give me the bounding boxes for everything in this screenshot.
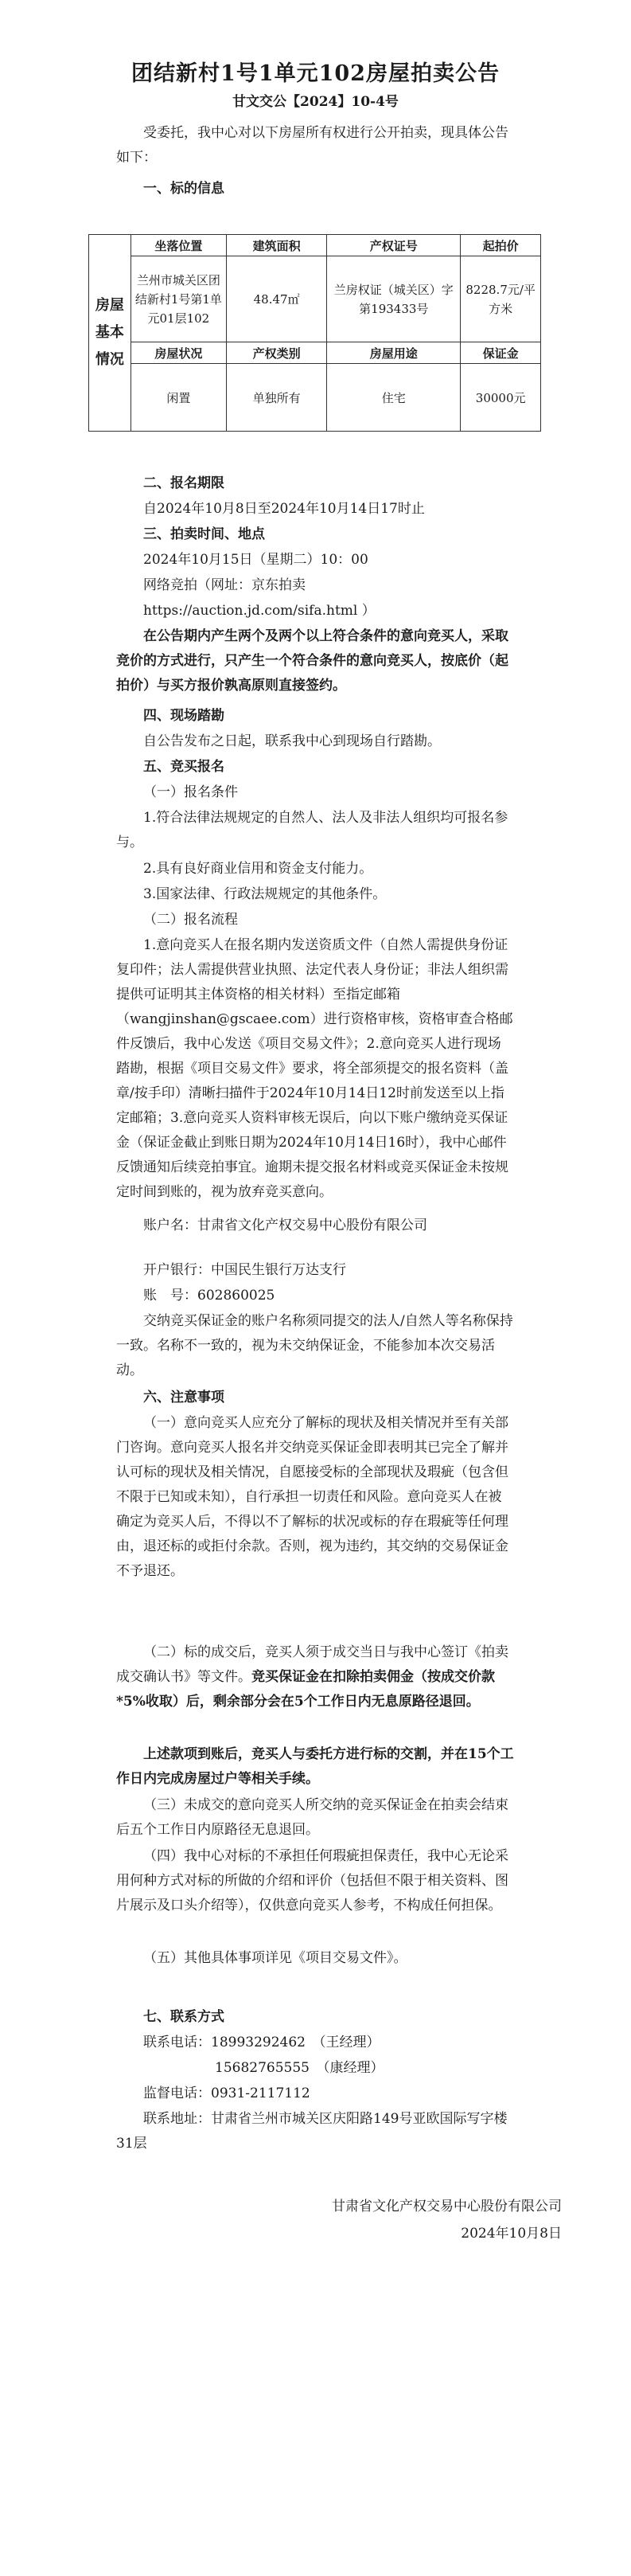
table-header-cell: 房屋用途 xyxy=(327,342,461,364)
section-heading-1: 一、标的信息 xyxy=(143,181,224,197)
condition-2: 2.具有良好商业信用和资金支付能力。 xyxy=(143,861,373,877)
table-cell-deposit: 30000元 xyxy=(461,364,541,432)
condition-3: 3.国家法律、行政法规规定的其他条件。 xyxy=(143,886,387,902)
section-heading-4: 四、现场踏勘 xyxy=(143,708,224,724)
site-visit-text: 自公告发布之日起，联系我中心到现场自行踏勘。 xyxy=(143,733,441,749)
table-header-cell: 产权证号 xyxy=(327,235,461,256)
doc-title: 团结新村1号1单元102房屋拍卖公告 xyxy=(131,61,500,86)
contact-phone-1: 联系电话：18993292462 （王经理） xyxy=(143,2035,380,2050)
intro-text: 受委托，我中心对以下房屋所有权进行公开拍卖，现具体公告如下： xyxy=(116,125,508,166)
table-header-cell: 保证金 xyxy=(461,342,541,364)
sub-heading-process: （二）报名流程 xyxy=(143,912,238,928)
account-name: 账户名：甘肃省文化产权交易中心股份有限公司 xyxy=(143,1218,427,1233)
supervise-phone: 监督电话：0931-2117112 xyxy=(143,2085,310,2101)
auction-time: 2024年10月15日（星期二）10：00 xyxy=(143,552,368,568)
deposit-note: 交纳竞买保证金的账户名称须同提交的法人/自然人等名称保持一致。名称不一致的，视为未交纳保证金，不能参加本次交易活动。 xyxy=(116,1313,513,1378)
condition-1: 1.符合法律法规规定的自然人、法人及非法人组织均可报名参与。 xyxy=(116,810,508,850)
registration-process: 1.意向竞买人在报名期内发送资质文件（自然人需提供身份证复印件；法人需提供营业执照、法定代表人身份证；非法人组织需提供可证明其主体资格的相关材料）至指定邮箱（wangjinshan@gscaee.com）进行资格审核，资格审查合格邮件反馈后，我中心发送《项目交易文件》；2.意向竞买人进行现场踏勘，根据《项目交易文件》要求，将全部须提交的报名资料（盖章/按手印）清晰扫描件于2024年10月14日12时前发送至以上指定邮箱；3.意向竞买人资料审核无误后，向以下账户缴纳竞买保证金（保证金截止到账日期为2024年10月14日16时），我中心邮件反馈通知后续竞拍事宜。逾期未提交报名材料或竞买保证金未按规定时间到账的，视为放弃竞买意向。 xyxy=(116,937,513,1200)
table-cell-usage: 住宅 xyxy=(327,364,461,432)
property-info-table xyxy=(88,234,541,432)
table-cell-area: 48.47㎡ xyxy=(226,256,326,342)
section-heading-5: 五、竞买报名 xyxy=(143,759,224,775)
account-number: 账 号：602860025 xyxy=(143,1288,275,1304)
table-header-cell: 房屋状况 xyxy=(130,342,226,364)
section-heading-7: 七、联系方式 xyxy=(143,2009,224,2025)
table-cell-price: 8228.7元/平方米 xyxy=(461,256,541,342)
notice-2-bold: 竞买保证金在扣除拍卖佣金（按成交价款*5%收取）后，剩余部分会在5个工作日内无息原路径退回。 xyxy=(116,1669,495,1710)
auction-url-link[interactable]: https://auction.jd.com/sifa.html ） xyxy=(143,603,376,619)
sub-heading-conditions: （一）报名条件 xyxy=(143,784,238,800)
notice-5: （五）其他具体事项详见《项目交易文件》。 xyxy=(143,1950,407,1966)
table-side-label: 房屋基本情况 xyxy=(89,235,131,432)
bank-name: 开户银行：中国民生银行万达支行 xyxy=(143,1262,346,1278)
notice-2-text: （二）标的成交后，竞买人须于成交当日与我中心签订《拍卖成交确认书》等文件。 xyxy=(116,1644,508,1685)
auction-platform xyxy=(116,573,514,598)
section-heading-2: 二、报名期限 xyxy=(143,475,224,491)
table-cell-status: 闲置 xyxy=(130,364,226,432)
table-cell-cert: 兰房权证（城关区）字第193433号 xyxy=(327,256,461,342)
table-header-cell: 起拍价 xyxy=(461,235,541,256)
notice-3: （三）未成交的意向竞买人所交纳的竞买保证金在拍卖会结束后五个工作日内原路径无息退回。 xyxy=(116,1797,508,1838)
notice-1: （一）意向竞买人应充分了解标的现状及相关情况并至有关部门咨询。意向竞买人报名并交纳竞买保证金即表明其已完全了解并认可标的现状及相关情况，自愿接受标的全部现状及瑕疵（包含但不限于已知或未知），自行承担一切责任和风险。意向竞买人在被确定为竞买人后，不得以不了解标的状况或标的存在瑕疵等任何理由，退还标的或拒付余款。否则，视为违约，其交纳的交易保证金不予退还。 xyxy=(116,1415,508,1579)
platform-text: 网络竞拍（网址：京东拍卖 xyxy=(143,577,306,593)
registration-period: 自2024年10月8日至2024年10月14日17时止 xyxy=(143,501,425,517)
section-heading-3: 三、拍卖时间、地点 xyxy=(143,526,265,542)
table-cell-ownership: 单独所有 xyxy=(226,364,326,432)
signature-org: 甘肃省文化产权交易中心股份有限公司 xyxy=(332,2199,562,2214)
notice-4: （四）我中心对标的不承担任何瑕疵担保责任，我中心无论采用何种方式对标的所做的介绍和评价（包括但不限于相关资料、图片展示及口头介绍等），仅供意向竞买人参考，不构成任何担保。 xyxy=(116,1848,508,1913)
bidding-rule: 在公告期内产生两个及两个以上符合条件的意向竞买人，采取竞价的方式进行，只产生一个符合条件的意向竞买人，按底价（起拍价）与买方报价孰高原则直接签约。 xyxy=(116,628,508,694)
table-cell-location: 兰州市城关区团结新村1号第1单元01层102 xyxy=(130,256,226,342)
signature-date: 2024年10月8日 xyxy=(461,2226,562,2242)
contact-phone-2: 15682765555 （康经理） xyxy=(215,2060,384,2076)
contact-address: 联系地址：甘肃省兰州市城关区庆阳路149号亚欧国际写字楼31层 xyxy=(116,2111,508,2152)
notice-2 xyxy=(116,1640,514,1714)
table-header-cell: 产权类别 xyxy=(226,342,326,364)
table-header-cell: 坐落位置 xyxy=(130,235,226,256)
section-heading-6: 六、注意事项 xyxy=(143,1390,224,1405)
doc-number: 甘文交公【2024】10-4号 xyxy=(232,94,399,110)
table-header-cell: 建筑面积 xyxy=(226,235,326,256)
notice-2-delivery: 上述款项到账后，竞买人与委托方进行标的交割，并在15个工作日内完成房屋过户等相关手续。 xyxy=(116,1746,514,1787)
